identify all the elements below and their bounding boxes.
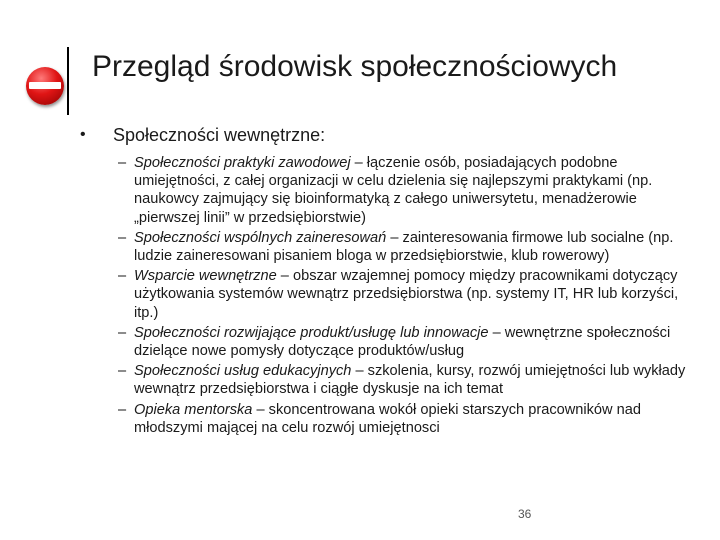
item-description: – wewnętrzne społeczności dzielące nowe pomysły dotyczące produktów/usług [134,324,671,360]
item-description: – zainteresowania firmowe lub socialne (np. ludzie zaineresowani pisaniem bloga w przedsiębiorstwie, klub rowerowy) [134,229,674,265]
item-description: – obszar wzajemnej pomocy między pracownikami dotyczący użytkowania systemów wewnątrz przedsiębiorstwa (np. systemy IT, HR lub korzyści, itp.) [134,268,679,321]
page-number: 36 [518,507,532,521]
slide-content [80,124,690,439]
logo-white-bar [29,82,61,89]
list-item [80,401,690,437]
dash-marker: – [118,268,127,285]
item-description: – łączenie osób, posiadających podobne umiejętności, z całej organizacji w celu dzielenia się najlepszymi praktykami (np. naukowcy zajmujący się bioinformatyką z całego uniwersytetu, menadżerowie „pierwszej linii” w przedsiębiorstwie) [134,155,653,226]
list-item [80,154,690,227]
list-item [80,324,690,360]
list-item [80,267,690,322]
bullet-internal-communities [80,124,690,146]
bullet-marker: • [80,126,86,143]
item-term: Społeczności praktyki zawodowej [134,155,351,171]
item-term: Społeczności wspólnych zaineresowań [134,229,387,246]
item-term: Opieka mentorska [134,401,253,418]
dash-marker: – [118,155,127,171]
item-term: Społeczności rozwijające produkt/usługę lub innowacje [134,324,489,341]
bullet-text: Społeczności wewnętrzne: [113,125,326,145]
dash-marker: – [118,363,127,380]
dash-marker: – [118,324,127,341]
item-text [134,324,690,360]
item-text [134,229,690,265]
list-item [80,229,690,265]
item-text [134,401,690,437]
item-description: – szkolenia, kursy, rozwój umiejętności lub wykłady wewnątrz przedsiębiorstwa i ciągłe dyskusje na ich temat [134,363,686,398]
item-text [134,362,690,398]
item-text [134,267,690,322]
list-item [80,362,690,398]
item-description: – skoncentrowana wokół opieki starszych pracowników nad młodszymi mającej na celu rozwój umiejętnosci [134,401,641,436]
title-divider-line [67,47,69,115]
item-term: Społeczności usług edukacyjnych [134,363,352,380]
dash-marker: – [118,401,127,418]
slide-title: Przegląd środowisk społecznościowych [92,50,618,83]
item-term: Wsparcie wewnętrzne [134,268,277,285]
item-text [134,154,690,227]
dash-marker: – [118,229,127,246]
